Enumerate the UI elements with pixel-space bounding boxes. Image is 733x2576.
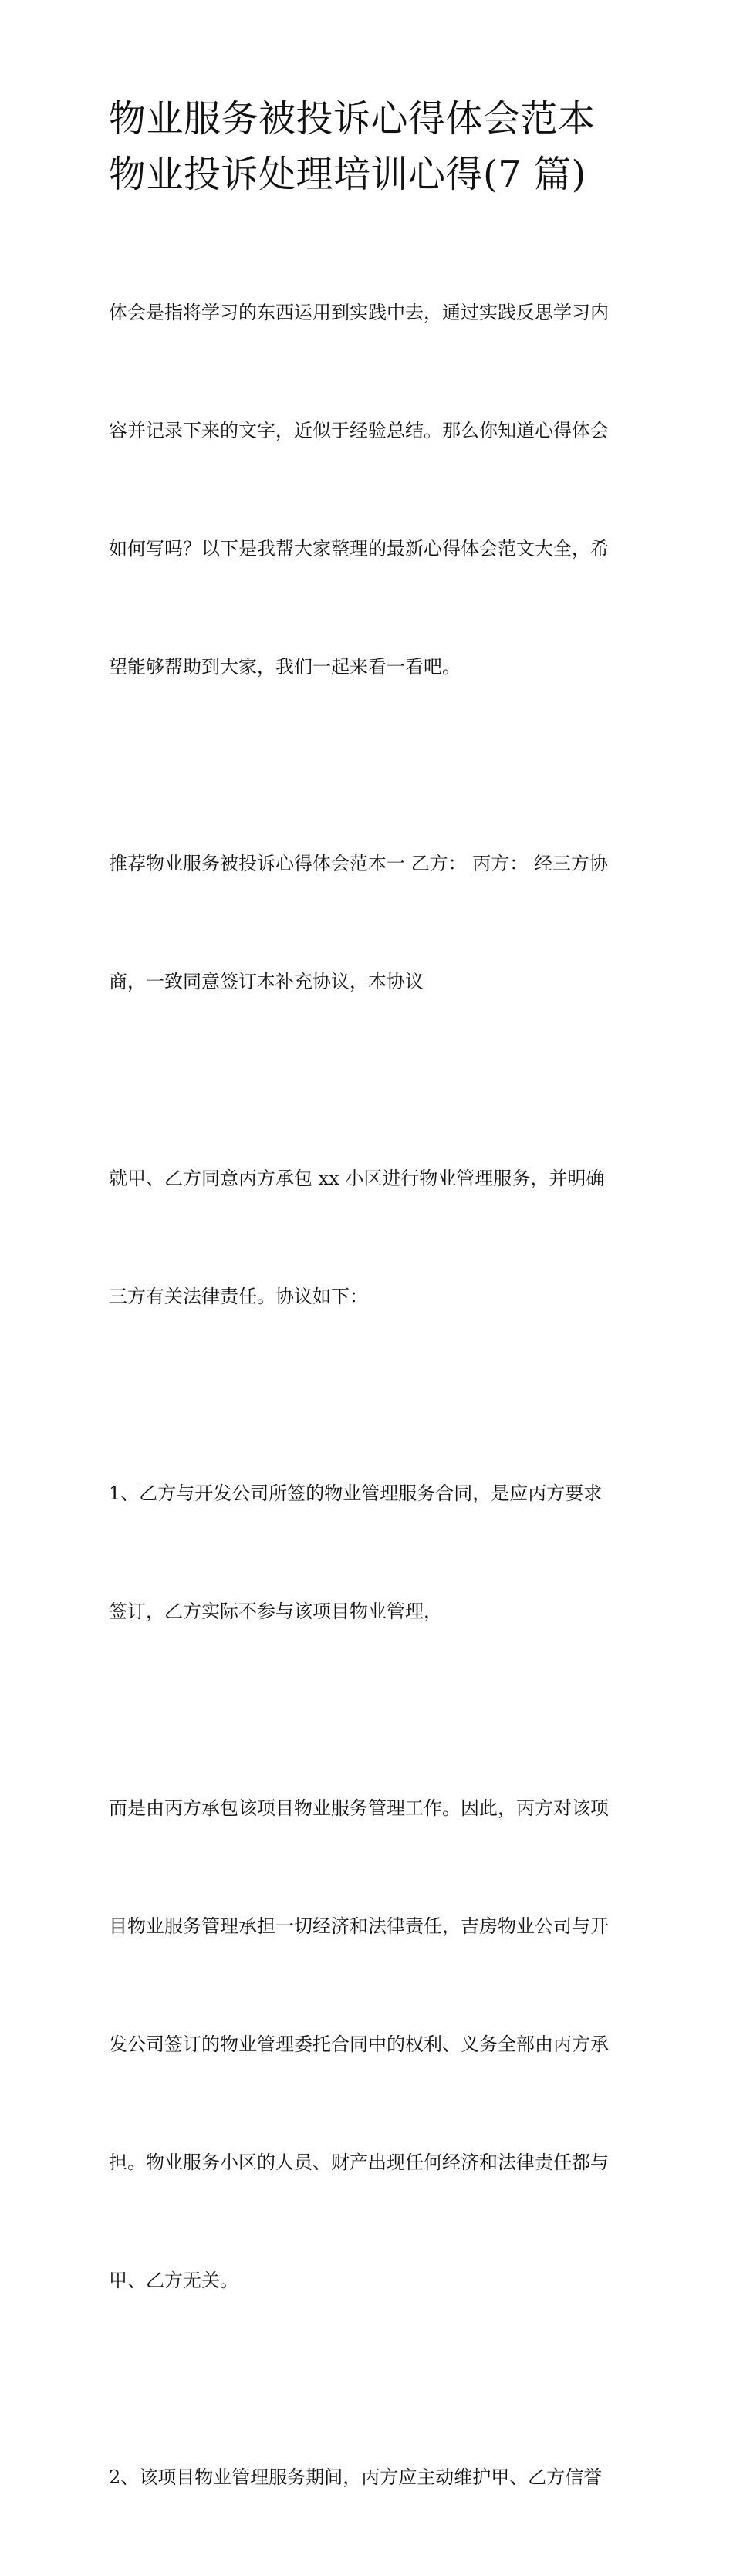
text-line: 如何写吗？以下是我帮大家整理的最新心得体会范文大全，希 (109, 538, 609, 559)
text-line: 望能够帮助到大家，我们一起来看一看吧。 (109, 656, 461, 678)
text-line: 2、该项目物业管理服务期间，丙方应主动维护甲、乙方信誉 (109, 2466, 603, 2488)
text-line: 发公司签订的物业管理委托合同中的权利、义务全部由丙方承 (109, 2033, 609, 2055)
document-body (109, 91, 630, 2576)
text-line: 容并记录下来的文字，近似于经验总结。那么你知道心得体会 (109, 420, 609, 441)
title-line-2: 物业投诉处理培训心得(7 篇) (109, 153, 586, 196)
text-line: 体会是指将学习的东西运用到实践中去，通过实践反思学习内 (109, 302, 609, 323)
document-title (109, 91, 630, 202)
text-line: 三方有关法律责任。协议如下： (109, 1286, 368, 1307)
text-line: 签订，乙方实际不参与该项目物业管理， (109, 1601, 442, 1622)
clause-2-paragraph (109, 2379, 630, 2576)
recommend-paragraph (109, 766, 630, 1080)
text-line: 就甲、乙方同意丙方承包 xx 小区进行物业管理服务，并明确 (109, 1168, 605, 1189)
intro-paragraph (109, 215, 630, 766)
title-line-1: 物业服务被投诉心得体会范本 (109, 97, 596, 140)
text-line: 目物业服务管理承担一切经济和法律责任，吉房物业公司与开 (109, 1915, 609, 1937)
text-line: 甲、乙方无关。 (109, 2270, 238, 2291)
text-line: 担。物业服务小区的人员、财产出现任何经济和法律责任都与 (109, 2152, 609, 2173)
text-line: 推荐物业服务被投诉心得体会范本一 乙方： 丙方： 经三方协 (109, 853, 608, 874)
text-line: 而是由丙方承包该项目物业服务管理工作。因此，丙方对该项 (109, 1797, 609, 1819)
clause-1-paragraph (109, 1395, 630, 1710)
clause-1-continued-paragraph (109, 1710, 630, 2379)
text-line: 1、乙方与开发公司所签的物业管理服务合同，是应丙方要求 (109, 1482, 603, 1504)
text-line: 商，一致同意签订本补充协议，本协议 (109, 971, 424, 992)
scope-paragraph (109, 1080, 630, 1395)
